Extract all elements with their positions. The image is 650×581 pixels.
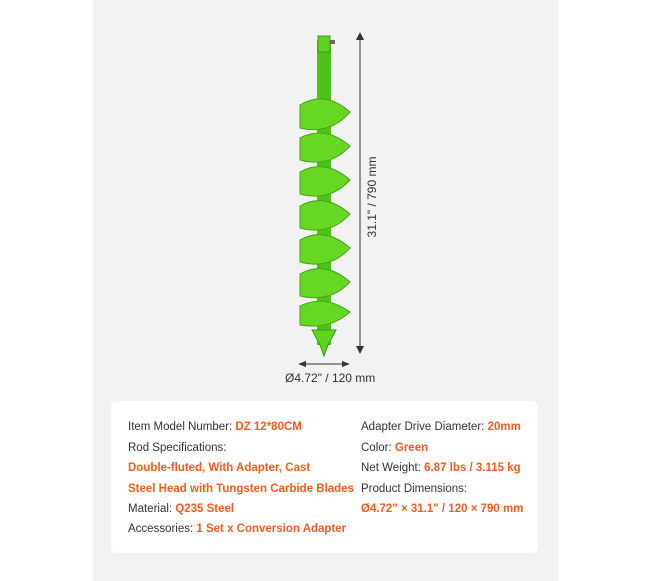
spec-dimensions-value: Ø4.72" × 31.1" / 120 × 790 mm xyxy=(361,503,524,515)
width-arrow-head-right xyxy=(342,361,350,367)
spec-dimensions-label: Product Dimensions: xyxy=(361,483,468,495)
height-dimension-label: 31.1" / 790 mm xyxy=(365,156,379,238)
spec-model xyxy=(128,421,302,433)
height-arrow-head-bottom xyxy=(356,346,364,354)
width-dimension-label: Ø4.72" / 120 mm xyxy=(285,371,376,385)
spec-color-label: Color: xyxy=(361,442,392,454)
spec-color-value: Green xyxy=(394,442,429,454)
spec-adapter-label: Adapter Drive Diameter: xyxy=(361,421,485,433)
width-arrow-head-left xyxy=(298,361,306,367)
spec-material-label: Material: xyxy=(128,503,173,515)
auger-adapter xyxy=(318,36,330,52)
spec-accessories-label: Accessories: xyxy=(128,523,194,535)
spec-model-label: Item Model Number: xyxy=(128,421,233,433)
spec-adapter-value: 20mm xyxy=(487,421,521,433)
spec-rod-value-line1: Double-fluted, With Adapter, Cast xyxy=(128,462,311,474)
spec-color xyxy=(361,442,428,454)
spec-rod-value-line2: Steel Head with Tungsten Carbide Blades xyxy=(128,483,354,495)
spec-adapter xyxy=(361,421,521,433)
spec-weight xyxy=(361,462,521,474)
auger-flights xyxy=(300,99,350,326)
spec-accessories xyxy=(128,523,346,535)
auger-tip xyxy=(312,330,336,356)
spec-rod-label: Rod Specifications: xyxy=(128,442,227,454)
spec-weight-value: 6.87 lbs / 3.115 kg xyxy=(424,462,521,474)
spec-weight-label: Net Weight: xyxy=(361,462,421,474)
spec-material-value: Q235 Steel xyxy=(175,503,235,515)
spec-model-value: DZ 12*80CM xyxy=(235,421,302,433)
height-arrow-head-top xyxy=(356,32,364,40)
spec-material xyxy=(128,503,234,515)
adapter-pin xyxy=(330,40,335,44)
spec-accessories-value: 1 Set x Conversion Adapter xyxy=(196,523,347,535)
